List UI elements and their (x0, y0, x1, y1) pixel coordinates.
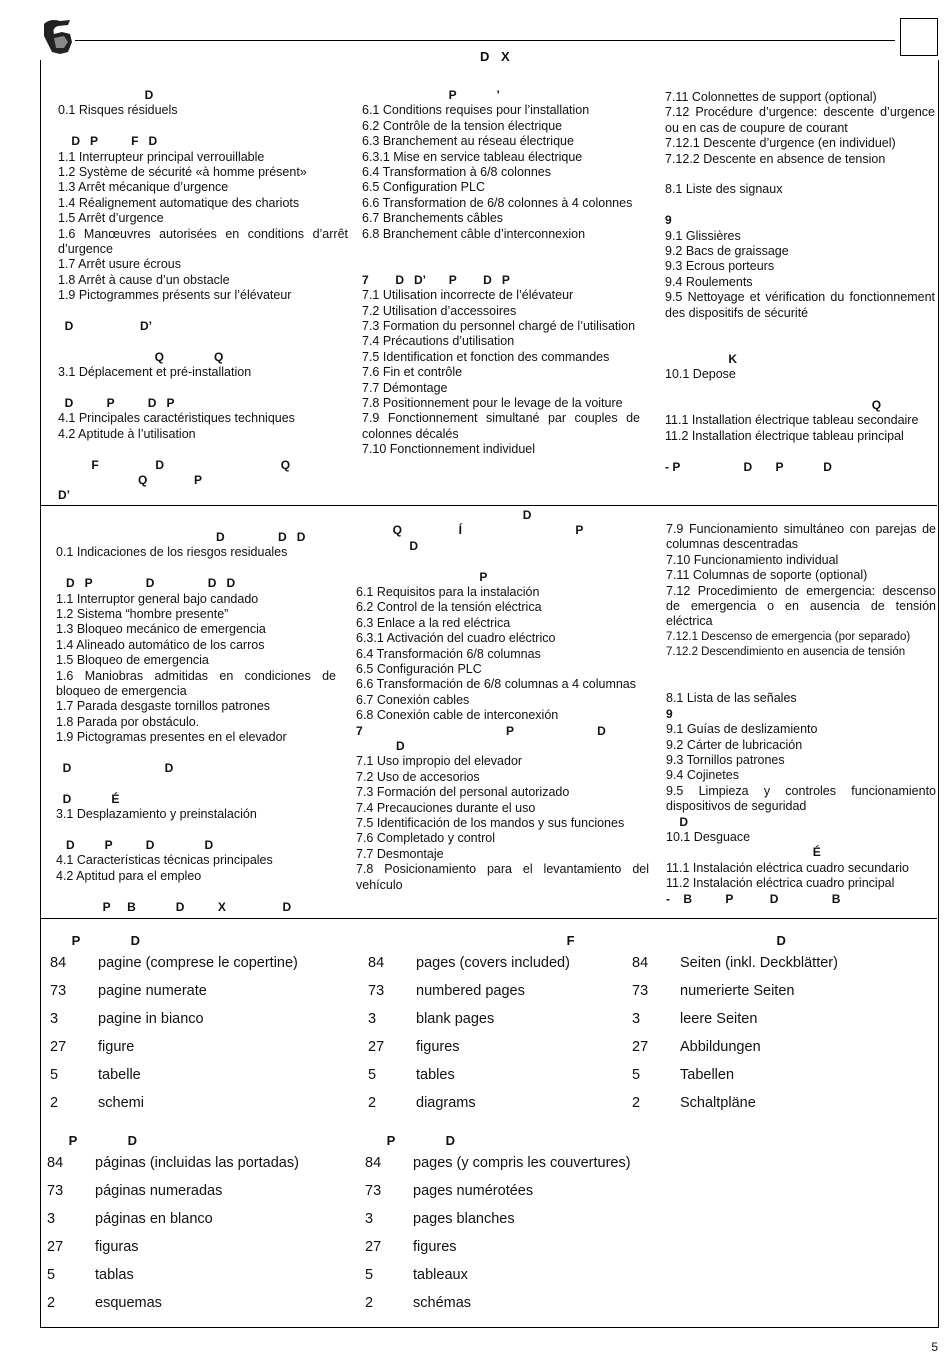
index-entry: 1.9 Pictogramas presentes en el elevador (56, 730, 287, 745)
index-entry: 10.1 Desguace (666, 830, 751, 845)
page-count-number: 84 (632, 955, 649, 971)
section-heading: D P F D (58, 134, 158, 149)
spacer (666, 676, 936, 691)
index-entry: 6.3.1 Mise en service tableau électrique (362, 149, 583, 164)
page-count-row (50, 1011, 350, 1039)
page-count-label: páginas (incluidas las portadas) (95, 1155, 299, 1171)
page-count-label: pages (y compris les couvertures) (413, 1155, 631, 1171)
index-entry: 9.1 Guías de deslizamiento (666, 722, 818, 737)
index-entry: 4.1 Principales caractéristiques techniques (58, 411, 295, 426)
page-count-number: 2 (365, 1295, 374, 1311)
page-count-number: 27 (47, 1239, 64, 1255)
page-count-row (47, 1155, 357, 1183)
page-count-number: 5 (47, 1267, 56, 1283)
index-entry: 1.8 Parada por obstáculo. (56, 714, 200, 729)
section-heading: D P D D D (56, 576, 236, 591)
index-entry: 3.1 Déplacement et pré-installation (58, 365, 252, 380)
index-entry: 1.7 Parada desgaste tornillos patrones (56, 699, 271, 714)
page-count-it (50, 933, 350, 1123)
spacer (56, 746, 336, 761)
section-heading: D (58, 88, 154, 102)
page-count-row (47, 1183, 357, 1211)
index-entry: 0.1 Indicaciones de los riesgos residuales (56, 545, 288, 560)
index-entry: 6.2 Control de la tensión eléctrica (356, 600, 542, 615)
index-entry: 7.1 Uso impropio del elevador (356, 754, 523, 769)
section-heading: 9 (665, 213, 672, 228)
section-heading: D É (56, 791, 120, 806)
index-entry: 1.1 Interrupteur principal verrouillable (58, 149, 265, 164)
section-heading: D P D P (58, 396, 175, 410)
index-entry: 6.2 Contrôle de la tension électrique (362, 118, 563, 133)
page-count-label: figures (416, 1039, 460, 1055)
index-entry: 9.1 Glissières (665, 228, 741, 243)
page-count-label: figure (98, 1039, 135, 1055)
index-entry: 6.6 Transformation de 6/8 colonnes à 4 colonnes (362, 195, 633, 210)
page-count-row (632, 1011, 882, 1039)
index-entry: 6.5 Configuration PLC (362, 180, 485, 195)
index-entry: 11.1 Instalación eléctrica cuadro secundario (666, 860, 909, 875)
index-entry: 1.6 Maniobras admitidas en condiciones de bloqueo de emergencia (56, 668, 336, 699)
page-count-label: Seiten (inkl. Deckblätter) (680, 955, 838, 971)
page-count-label: schemi (98, 1095, 144, 1111)
index-entry: 7.12.2 Descendimiento en ausencia de tensión (666, 646, 906, 659)
page-count-row (368, 1039, 618, 1067)
page-count-number: 3 (632, 1011, 641, 1027)
index-entry: 1.3 Arrêt mécanique d’urgence (58, 180, 229, 195)
index-entry: 7.10 Funcionamiento individual (666, 552, 839, 567)
index-entry: 7.8 Posicionamiento para el levantamiento del vehículo (356, 862, 649, 892)
page-count-heading: P D (47, 1133, 138, 1148)
page-count-label: pages blanches (413, 1211, 515, 1227)
spacer (665, 321, 935, 336)
section-heading: D’ (58, 488, 70, 503)
index-es-col1 (56, 530, 336, 915)
section-heading: Q Í P (356, 523, 584, 538)
index-entry: 7.11 Columnas de soporte (optional) (666, 568, 868, 583)
section-heading: P ’ (362, 88, 500, 102)
page-count-en (368, 933, 618, 1123)
section-heading: - B P D B (666, 891, 841, 906)
spacer (56, 776, 336, 791)
page-count-de (632, 933, 882, 1123)
spacer (56, 823, 336, 838)
spacer (58, 442, 348, 457)
index-fr-col3 (665, 90, 935, 475)
page-count-number: 73 (632, 983, 649, 999)
page-count-number: 84 (368, 955, 385, 971)
index-entry: 1.4 Réalignement automatique des chariots (58, 195, 300, 210)
index-entry: 1.5 Bloqueo de emergencia (56, 653, 209, 668)
page-count-number: 27 (368, 1039, 385, 1055)
index-entry: 7.2 Uso de accesorios (356, 769, 480, 784)
index-entry: 7.8 Positionnement pour le levage de la voiture (362, 396, 623, 411)
spacer (665, 198, 935, 213)
page-count-label: esquemas (95, 1295, 162, 1311)
page-count-row (50, 1095, 350, 1123)
page-count-label: figures (413, 1239, 457, 1255)
section-heading: 9 (666, 706, 673, 721)
spacer (58, 119, 348, 134)
page-count-label: blank pages (416, 1011, 495, 1027)
index-entry: 1.2 Sistema “hombre presente” (56, 606, 229, 621)
section-heading: Q Q (58, 349, 224, 364)
page-count-label: tabelle (98, 1067, 141, 1083)
page-count-label: Abbildungen (680, 1039, 761, 1055)
index-entry: 7.6 Fin et contrôle (362, 365, 463, 380)
section-heading: D D (56, 761, 174, 776)
header-rule (75, 40, 895, 41)
index-entry: 6.5 Configuración PLC (356, 661, 482, 676)
page-count-row (47, 1211, 357, 1239)
index-entry: 3.1 Desplazamiento y preinstalación (56, 807, 257, 822)
page-count-row (50, 1039, 350, 1067)
corner-box (900, 18, 938, 56)
section-heading: - P D P D (665, 459, 832, 474)
page-count-number: 3 (368, 1011, 377, 1027)
page-count-label: pages (covers included) (416, 955, 570, 971)
page-count-label: figuras (95, 1239, 139, 1255)
index-entry: 1.4 Alineado automático de los carros (56, 637, 265, 652)
index-entry: 4.1 Características técnicas principales (56, 853, 273, 868)
index-entry: 1.3 Bloqueo mecánico de emergencia (56, 622, 266, 637)
page-count-number: 73 (368, 983, 385, 999)
page-count-heading: P D (50, 933, 141, 948)
spacer (56, 561, 336, 576)
page-count-number: 5 (368, 1067, 377, 1083)
index-entry: 7.12.2 Descente en absence de tension (665, 151, 886, 166)
index-entry: 7.12.1 Descente d’urgence (en individuel) (665, 136, 896, 151)
page-count-number: 3 (365, 1211, 374, 1227)
page-count-heading: D (632, 933, 786, 948)
page-count-label: tables (416, 1067, 455, 1083)
index-entry: 1.2 Système de sécurité «à homme présent» (58, 164, 307, 179)
index-entry: 8.1 Lista de las señales (666, 691, 797, 706)
page-count-label: numerierte Seiten (680, 983, 795, 999)
section-heading: D (356, 538, 419, 553)
index-entry: 7.4 Precauciones durante el uso (356, 800, 536, 815)
section-divider (40, 918, 937, 919)
page-count-number: 73 (365, 1183, 382, 1199)
index-es-col3 (666, 522, 936, 907)
section-heading: Q (665, 398, 882, 413)
index-entry: 6.8 Branchement câble d’interconnexion (362, 226, 586, 241)
page-count-row (368, 1067, 618, 1095)
spacer (56, 884, 336, 899)
page-count-label: schémas (413, 1295, 472, 1311)
page-count-row (368, 955, 618, 983)
page-count-number: 27 (632, 1039, 649, 1055)
page-count-row (47, 1267, 357, 1295)
index-entry: 6.3 Branchement au réseau électrique (362, 134, 574, 149)
spacer (58, 334, 348, 349)
section-divider (40, 505, 937, 506)
spacer (665, 444, 935, 459)
section-heading: K (665, 351, 738, 366)
page-count-number: 3 (50, 1011, 59, 1027)
spacer (665, 336, 935, 351)
index-entry: 1.7 Arrêt usure écrous (58, 257, 181, 272)
index-entry: 11.2 Instalación eléctrica cuadro principal (666, 876, 895, 891)
index-entry: 6.3 Enlace a la red eléctrica (356, 615, 511, 630)
page-count-label: leere Seiten (680, 1011, 758, 1027)
section-heading: D (356, 739, 405, 753)
page-count-label: páginas en blanco (95, 1211, 213, 1227)
index-fr-col1 (58, 88, 348, 504)
section-heading: P (356, 569, 488, 584)
index-entry: 9.5 Nettoyage et vérification du fonctionnement des dispositifs de sécurité (665, 290, 935, 320)
spacer (666, 661, 936, 676)
page-count-label: tableaux (413, 1267, 468, 1283)
spacer (356, 554, 649, 569)
index-fr-col2 (362, 88, 640, 458)
index-entry: 7.7 Démontage (362, 380, 448, 395)
page-count-row (632, 1039, 882, 1067)
index-entry: 1.5 Arrêt d’urgence (58, 211, 164, 226)
index-entry: 6.4 Transformación 6/8 columnas (356, 646, 541, 661)
page-count-row (365, 1295, 665, 1323)
page-count-number: 5 (365, 1267, 374, 1283)
index-entry: 9.3 Tornillos patrones (666, 753, 785, 768)
index-entry: 10.1 Depose (665, 367, 736, 382)
index-entry: 1.9 Pictogrammes présents sur l’élévateur (58, 288, 292, 303)
section-heading: D D D (56, 530, 306, 544)
page-count-row (368, 1011, 618, 1039)
page-count-label: numbered pages (416, 983, 525, 999)
page-count-number: 2 (632, 1095, 641, 1111)
index-entry: 6.3.1 Activación del cuadro eléctrico (356, 631, 556, 646)
spacer (362, 242, 640, 257)
brand-logo-icon (40, 16, 80, 56)
index-entry: 7.11 Colonnettes de support (optional) (665, 90, 877, 104)
spacer (665, 383, 935, 398)
page-title: D X (480, 49, 514, 64)
index-entry: 8.1 Liste des signaux (665, 182, 783, 197)
index-entry: 9.5 Limpieza y controles funcionamiento dispositivos de seguridad (666, 783, 936, 814)
page-count-number: 84 (50, 955, 67, 971)
index-entry: 7.3 Formación del personal autorizado (356, 785, 570, 800)
page-count-row (632, 1067, 882, 1095)
index-entry: 7.12 Procédure d’urgence: descente d’urgence ou en cas de coupure de courant (665, 105, 935, 135)
page-count-row (50, 955, 350, 983)
index-entry: 7.1 Utilisation incorrecte de l’élévateur (362, 288, 574, 303)
page-count-row (632, 983, 882, 1011)
page-count-label: páginas numeradas (95, 1183, 223, 1199)
index-entry: 7.9 Funcionamiento simultáneo con parejas de columnas descentradas (666, 522, 936, 552)
spacer (58, 304, 348, 319)
section-heading: D (666, 814, 689, 829)
page-count-number: 27 (50, 1039, 67, 1055)
index-entry: 11.1 Installation électrique tableau secondaire (665, 413, 919, 428)
page-count-number: 27 (365, 1239, 382, 1255)
section-heading: 7 D D’ P D P (362, 272, 510, 287)
page-count-label: pagine (comprese le copertine) (98, 955, 298, 971)
page-count-row (365, 1239, 665, 1267)
page-count-row (365, 1211, 665, 1239)
index-entry: 4.2 Aptitud para el empleo (56, 868, 202, 883)
page-count-number: 5 (50, 1067, 59, 1083)
index-entry: 7.5 Identification et fonction des commandes (362, 349, 610, 364)
index-entry: 7.12 Procedimiento de emergencia: descenso de emergencia o en ausencia de tensión eléctrica (666, 583, 936, 629)
index-entry: 9.4 Cojinetes (666, 768, 739, 783)
page-count-label: pagine in bianco (98, 1011, 204, 1027)
page-count-number: 73 (47, 1183, 64, 1199)
page-count-number: 84 (47, 1155, 64, 1171)
index-entry: 7.10 Fonctionnement individuel (362, 442, 536, 457)
index-entry: 7.9 Fonctionnement simultané par couples de colonnes décalés (362, 411, 640, 441)
page-count-row (368, 983, 618, 1011)
page-count-row (50, 1067, 350, 1095)
section-heading: Q P (58, 472, 203, 487)
section-heading: D D’ (58, 319, 153, 334)
page-count-label: Schaltpläne (680, 1095, 756, 1111)
page-count-row (632, 1095, 882, 1123)
index-entry: 4.2 Aptitude à l’utilisation (58, 426, 196, 441)
index-entry: 6.4 Transformation à 6/8 colonnes (362, 165, 552, 180)
page-count-number: 2 (50, 1095, 59, 1111)
index-entry: 9.2 Bacs de graissage (665, 244, 789, 259)
index-entry: 7.7 Desmontaje (356, 846, 444, 861)
index-entry: 6.1 Requisitos para la instalación (356, 584, 540, 599)
page-count-row (632, 955, 882, 983)
section-heading: D P D D (56, 838, 214, 852)
section-heading: F D Q (58, 457, 291, 472)
page-count-label: diagrams (416, 1095, 476, 1111)
spacer (58, 381, 348, 396)
index-es-col2 (356, 508, 649, 893)
page-count-es (47, 1133, 357, 1323)
page-count-label: pagine numerate (98, 983, 207, 999)
section-heading: P B D X D (56, 899, 292, 914)
index-entry: 6.7 Branchements câbles (362, 211, 504, 226)
page-count-row (47, 1295, 357, 1323)
index-entry: 6.1 Conditions requises pour l’installation (362, 103, 590, 118)
spacer (665, 167, 935, 182)
index-entry: 6.7 Conexión cables (356, 692, 470, 707)
section-heading: D (356, 508, 532, 522)
spacer (362, 257, 640, 272)
index-entry: 1.1 Interruptor general bajo candado (56, 591, 259, 606)
page-count-heading: P D (365, 1133, 456, 1148)
index-entry: 9.2 Cárter de lubricación (666, 737, 803, 752)
index-entry: 7.2 Utilisation d’accessoires (362, 303, 517, 318)
index-entry: 11.2 Installation électrique tableau principal (665, 428, 904, 443)
page-count-label: pages numérotées (413, 1183, 534, 1199)
index-entry: 0.1 Risques résiduels (58, 103, 178, 118)
page-count-row (365, 1183, 665, 1211)
page-count-row (50, 983, 350, 1011)
index-entry: 7.12.1 Descenso de emergencia (por separado) (666, 630, 911, 643)
index-entry: 7.5 Identificación de los mandos y sus funciones (356, 816, 625, 831)
section-heading: 7 P D (356, 723, 606, 738)
index-entry: 9.3 Ecrous porteurs (665, 259, 775, 274)
page-count-number: 73 (50, 983, 67, 999)
page-count-number: 2 (368, 1095, 377, 1111)
index-entry: 1.8 Arrêt à cause d’un obstacle (58, 272, 230, 287)
page-count-number: 3 (47, 1211, 56, 1227)
page-count-number: 2 (47, 1295, 56, 1311)
index-entry: 7.3 Formation du personnel chargé de l’utilisation (362, 319, 636, 334)
page-count-number: 84 (365, 1155, 382, 1171)
index-entry: 1.6 Manœuvres autorisées en conditions d’arrêt d’urgence (58, 226, 348, 257)
index-entry: 6.8 Conexión cable de interconexión (356, 708, 559, 723)
page-count-row (365, 1155, 665, 1183)
page-count-number: 5 (632, 1067, 641, 1083)
index-entry: 7.6 Completado y control (356, 831, 495, 846)
index-entry: 6.6 Transformación de 6/8 columnas a 4 columnas (356, 677, 637, 692)
page-count-row (368, 1095, 618, 1123)
section-heading: É (666, 845, 821, 860)
page-number: 5 (931, 1340, 938, 1354)
page-count-label: tablas (95, 1267, 134, 1283)
page-count-heading: F (368, 933, 575, 948)
page-count-fr (365, 1133, 665, 1323)
page-count-row (365, 1267, 665, 1295)
page-count-row (47, 1239, 357, 1267)
index-entry: 7.4 Précautions d’utilisation (362, 334, 515, 349)
page-count-label: Tabellen (680, 1067, 735, 1083)
index-entry: 9.4 Roulements (665, 274, 753, 289)
